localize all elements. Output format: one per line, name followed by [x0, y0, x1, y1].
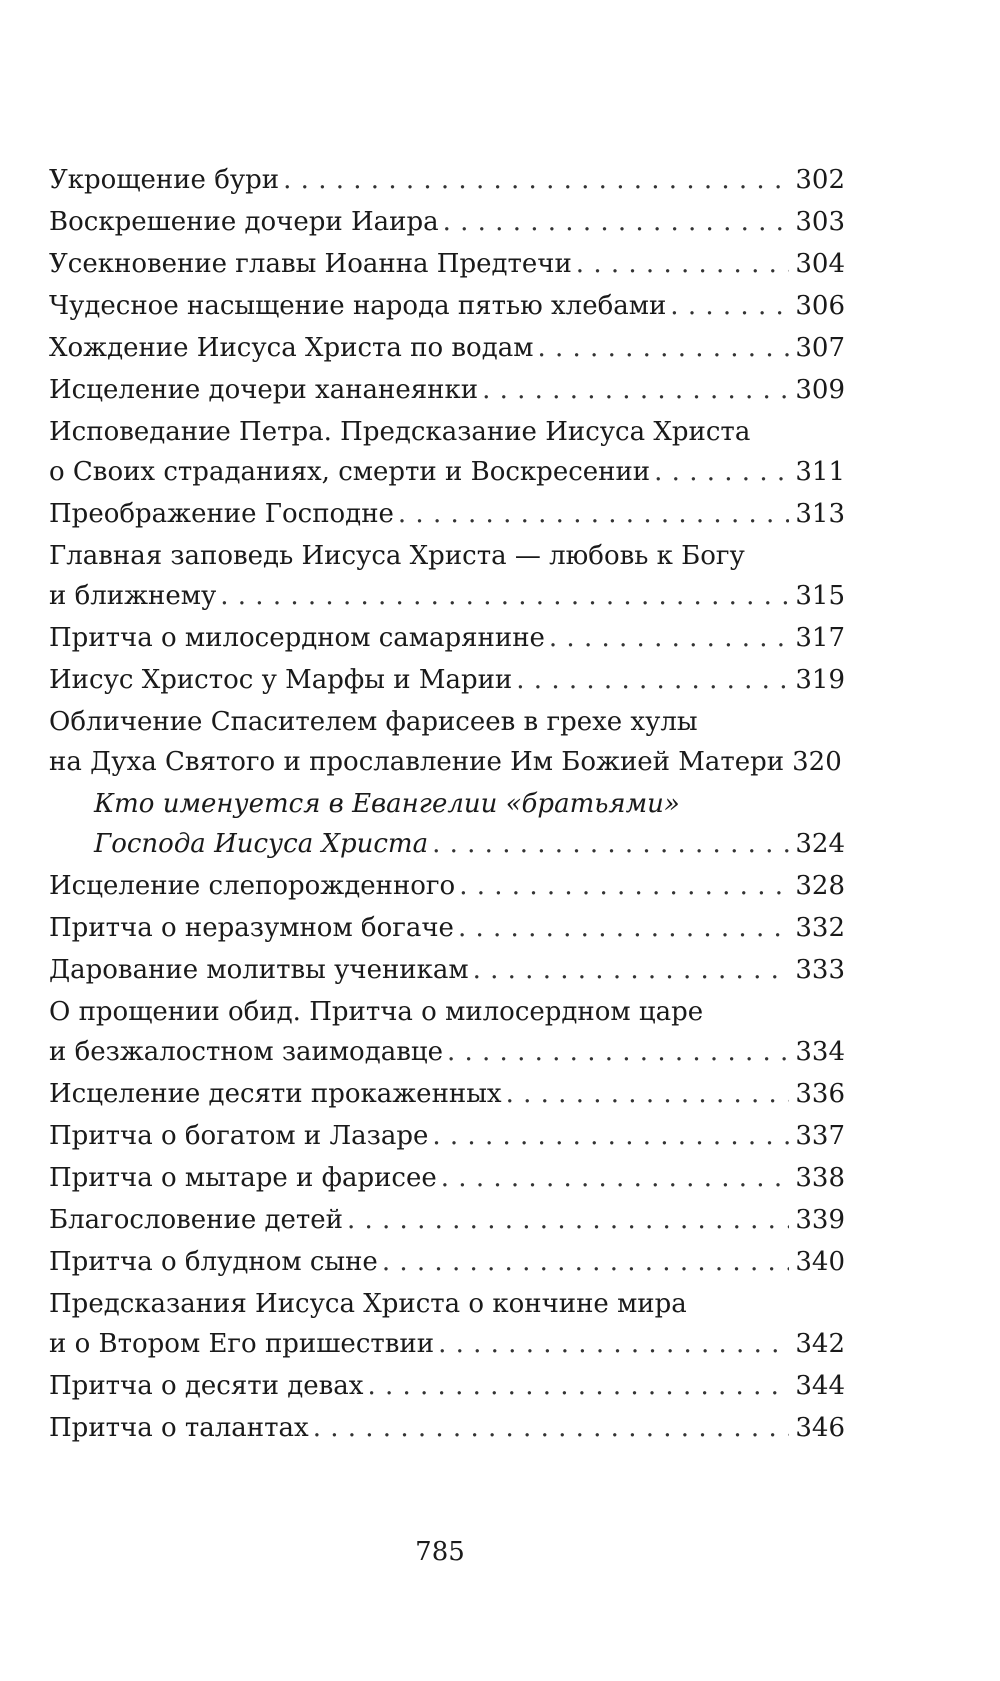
- toc-entry-title: Усекновение главы Иоанна Предтечи: [49, 249, 572, 279]
- toc-line: [49, 1284, 845, 1324]
- toc-line: [49, 702, 845, 742]
- toc-leader-dots: [367, 1366, 789, 1406]
- toc-entry: [49, 494, 845, 534]
- toc-entry: [49, 370, 845, 410]
- toc-leader-dots: [549, 618, 789, 658]
- toc-page-number: 337: [795, 1121, 845, 1151]
- toc-entry-title-continued: о Своих страданиях, смерти и Воскресении: [49, 457, 651, 487]
- toc-entry: [49, 866, 845, 906]
- toc-leader-dots: [537, 328, 789, 368]
- toc-line: [49, 1032, 845, 1072]
- toc-entry-title: Притча о талантах: [49, 1413, 309, 1443]
- toc-entry: [49, 1074, 845, 1114]
- toc-page-number: 344: [795, 1371, 845, 1401]
- toc-page-number: 328: [795, 871, 845, 901]
- toc-leader-dots: [432, 1116, 789, 1156]
- toc-leader-dots: [482, 370, 789, 410]
- toc-line: [49, 1242, 845, 1282]
- toc-entry: [49, 1158, 845, 1198]
- toc-entry: [49, 992, 845, 1072]
- toc-entry-title: Исповедание Петра. Предсказание Иисуса Христа: [49, 417, 751, 447]
- toc-line: [49, 866, 845, 906]
- toc-entry-title: Исцеление дочери хананеянки: [49, 375, 479, 405]
- toc-line: [49, 536, 845, 576]
- toc-page-number: 324: [795, 829, 845, 859]
- toc-line: [49, 660, 845, 700]
- table-of-contents: [49, 160, 845, 1448]
- toc-entry: [49, 1408, 845, 1448]
- toc-entry: [49, 702, 845, 782]
- toc-entry: [49, 1242, 845, 1282]
- toc-page-number: 338: [795, 1163, 845, 1193]
- toc-entry-title: Притча о мытаре и фарисее: [49, 1163, 437, 1193]
- toc-entry-title: Укрощение бури: [49, 165, 280, 195]
- toc-entry: [49, 412, 845, 492]
- toc-line: [49, 1324, 845, 1364]
- toc-page-number: 304: [795, 249, 845, 279]
- toc-entry-title-continued: на Духа Святого и прославление Им Божией Матери: [49, 747, 785, 777]
- toc-entry-title: Притча о милосердном самарянине: [49, 623, 545, 653]
- toc-leader-dots: [313, 1408, 790, 1448]
- toc-page-number: 332: [795, 913, 845, 943]
- toc-leader-dots: [506, 1074, 790, 1114]
- toc-entry-title-continued: и о Втором Его пришествии: [49, 1329, 435, 1359]
- toc-entry: [49, 908, 845, 948]
- toc-page-number: 333: [795, 955, 845, 985]
- toc-leader-dots: [576, 244, 790, 284]
- toc-entry: [49, 1284, 845, 1364]
- toc-page-number: 317: [795, 623, 845, 653]
- toc-entry-title: Обличение Спасителем фарисеев в грехе хулы: [49, 707, 698, 737]
- toc-line: [49, 494, 845, 534]
- toc-page-number: 302: [795, 165, 845, 195]
- toc-page-number: 339: [795, 1205, 845, 1235]
- toc-entry-title: Воскрешение дочери Иаира: [49, 207, 439, 237]
- toc-entry: [49, 1116, 845, 1156]
- toc-page-number: 346: [795, 1413, 845, 1443]
- toc-entry-title: Хождение Иисуса Христа по водам: [49, 333, 534, 363]
- toc-entry-title: Чудесное насыщение народа пятью хлебами: [49, 291, 667, 321]
- toc-page-number: 336: [795, 1079, 845, 1109]
- toc-entry-title: Благословение детей: [49, 1205, 343, 1235]
- toc-line: [49, 244, 845, 284]
- toc-entry: [49, 950, 845, 990]
- toc-line: [49, 992, 845, 1032]
- toc-line: [49, 328, 845, 368]
- toc-page-number: 319: [795, 665, 845, 695]
- toc-leader-dots: [283, 160, 789, 200]
- toc-leader-dots: [220, 576, 789, 616]
- toc-entry-title: Исцеление слепорожденного: [49, 871, 456, 901]
- toc-entry-title: Дарование молитвы ученикам: [49, 955, 469, 985]
- toc-page-number: 309: [795, 375, 845, 405]
- toc-page-number: 303: [795, 207, 845, 237]
- toc-line: [94, 784, 845, 824]
- toc-entry: [49, 660, 845, 700]
- toc-line: [49, 618, 845, 658]
- toc-entry-title: Преображение Господне: [49, 499, 394, 529]
- toc-leader-dots: [459, 866, 789, 906]
- toc-leader-dots: [438, 1324, 789, 1364]
- toc-leader-dots: [441, 1158, 790, 1198]
- toc-entry: [49, 328, 845, 368]
- toc-entry: [49, 202, 845, 242]
- toc-subentry: [49, 784, 845, 864]
- toc-page-number: 306: [795, 291, 845, 321]
- toc-line: [49, 160, 845, 200]
- toc-page-number: 320: [792, 747, 842, 777]
- toc-entry: [49, 286, 845, 326]
- toc-entry: [49, 244, 845, 284]
- page-number-footer: 785: [415, 1537, 465, 1567]
- toc-leader-dots: [516, 660, 789, 700]
- toc-leader-dots: [398, 494, 789, 534]
- toc-leader-dots: [473, 950, 790, 990]
- toc-line: [49, 908, 845, 948]
- toc-page-number: 311: [795, 457, 845, 487]
- toc-entry-title-continued: Господа Иисуса Христа: [94, 829, 429, 859]
- toc-line: [49, 1074, 845, 1114]
- toc-entry: [49, 1200, 845, 1240]
- toc-entry: [49, 1366, 845, 1406]
- toc-page-number: 342: [795, 1329, 845, 1359]
- toc-page-number: 307: [795, 333, 845, 363]
- toc-page-number: 313: [795, 499, 845, 529]
- toc-entry-title-continued: и ближнему: [49, 581, 217, 611]
- toc-leader-dots: [447, 1032, 789, 1072]
- toc-entry-title: Главная заповедь Иисуса Христа — любовь к Богу: [49, 541, 745, 571]
- toc-entry: [49, 618, 845, 658]
- toc-line: [49, 286, 845, 326]
- toc-leader-dots: [347, 1200, 789, 1240]
- toc-page-number: 334: [795, 1037, 845, 1067]
- toc-entry: [49, 536, 845, 616]
- toc-line: [49, 202, 845, 242]
- toc-entry-title: Кто именуется в Евангелии «братьями»: [94, 789, 680, 819]
- toc-leader-dots: [432, 824, 789, 864]
- toc-line: [49, 1200, 845, 1240]
- toc-entry-title: Предсказания Иисуса Христа о кончине мира: [49, 1289, 687, 1319]
- toc-line: [49, 950, 845, 990]
- toc-page-number: 340: [795, 1247, 845, 1277]
- toc-line: [94, 824, 845, 864]
- toc-leader-dots: [654, 452, 789, 492]
- toc-leader-dots: [443, 202, 790, 242]
- toc-entry-title: Притча о блудном сыне: [49, 1247, 378, 1277]
- toc-line: [49, 1408, 845, 1448]
- toc-line: [49, 370, 845, 410]
- toc-entry-title-continued: и безжалостном заимодавце: [49, 1037, 443, 1067]
- toc-line: [49, 412, 845, 452]
- toc-entry-title: Притча о неразумном богаче: [49, 913, 454, 943]
- toc-line: [49, 1158, 845, 1198]
- toc-leader-dots: [382, 1242, 790, 1282]
- toc-line: [49, 1366, 845, 1406]
- toc-entry: [49, 160, 845, 200]
- toc-line: [49, 742, 845, 782]
- toc-leader-dots: [458, 908, 789, 948]
- toc-entry-title: Иисус Христос у Марфы и Марии: [49, 665, 513, 695]
- toc-line: [49, 1116, 845, 1156]
- toc-entry-title: О прощении обид. Притча о милосердном царе: [49, 997, 704, 1027]
- toc-leader-dots: [670, 286, 789, 326]
- toc-line: [49, 452, 845, 492]
- toc-page-number: 315: [795, 581, 845, 611]
- toc-entry-title: Притча о десяти девах: [49, 1371, 364, 1401]
- toc-entry-title: Исцеление десяти прокаженных: [49, 1079, 502, 1109]
- toc-line: [49, 576, 845, 616]
- toc-entry-title: Притча о богатом и Лазаре: [49, 1121, 429, 1151]
